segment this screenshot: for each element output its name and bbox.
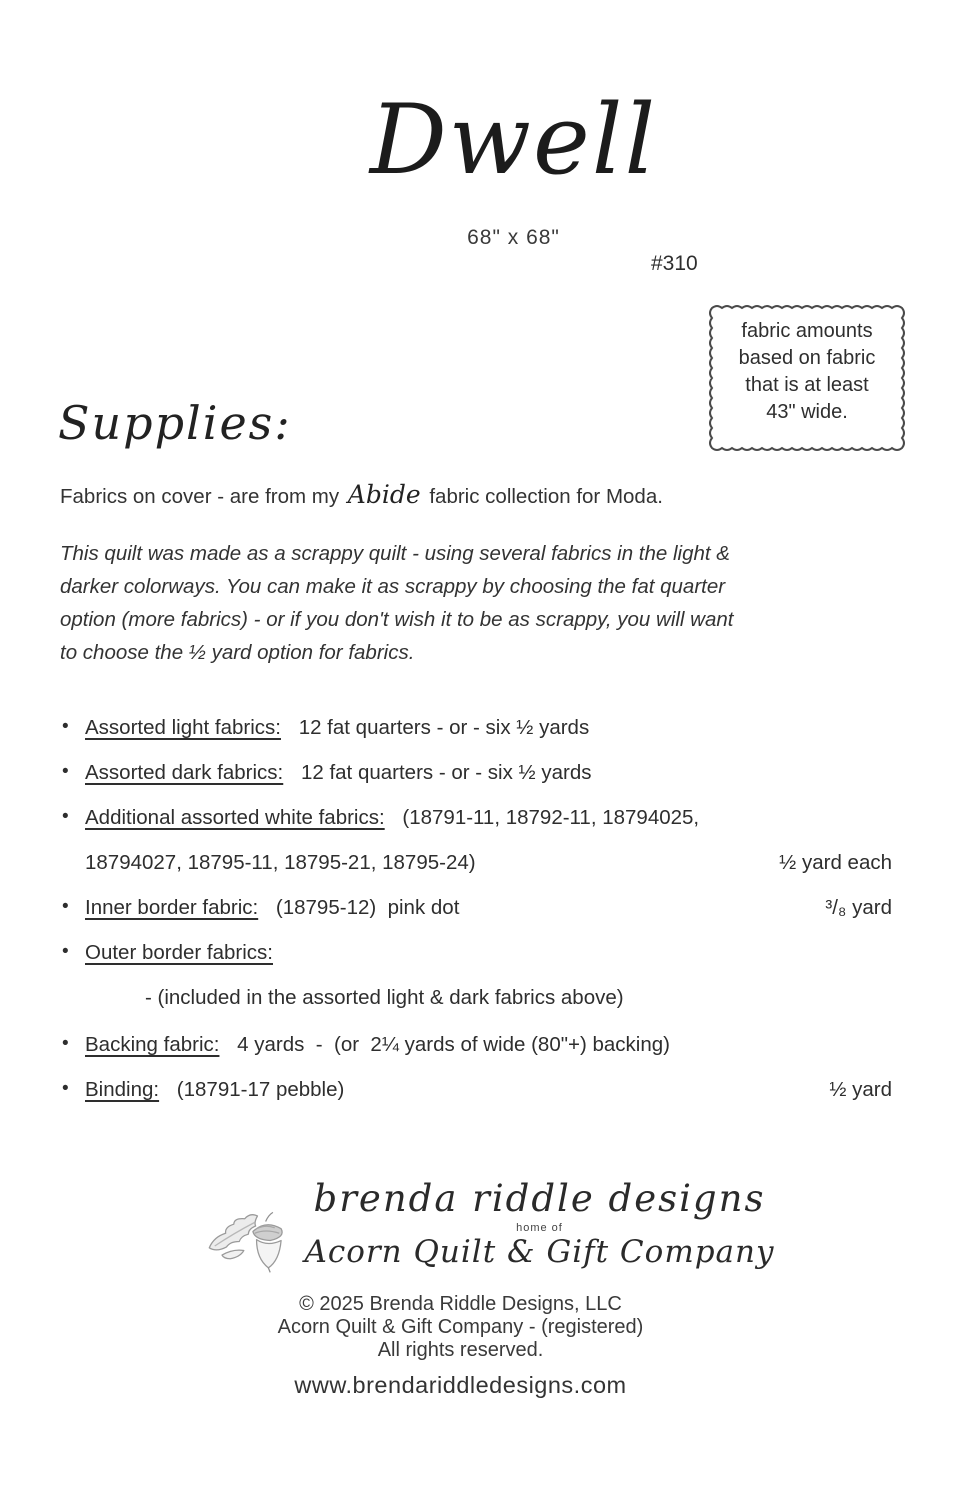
supply-detail-continued bbox=[85, 850, 892, 876]
fabric-note-line: that is at least bbox=[745, 374, 869, 396]
company-name: Acorn Quilt & Gift Company bbox=[304, 1233, 775, 1270]
collection-name: Abide bbox=[347, 480, 421, 509]
supply-detail: (18791-11, 18792-11, 18794025, bbox=[402, 806, 700, 829]
bullet-dot-icon: • bbox=[62, 761, 69, 782]
supplies-heading: Supplies: bbox=[58, 396, 292, 450]
website-url: www.brendariddledesigns.com bbox=[294, 1372, 627, 1398]
fabric-note-line: fabric amounts bbox=[741, 320, 873, 342]
supply-item-binding bbox=[60, 1077, 892, 1103]
intro-line: darker colorways. You can make it as scrappy by choosing the fat quarter bbox=[60, 575, 726, 598]
supplies-list bbox=[60, 715, 892, 1122]
supply-label: Additional assorted white fabrics: bbox=[85, 806, 385, 829]
supply-amount: ³/₈ yard bbox=[825, 896, 892, 919]
supply-label: Assorted light fabrics: bbox=[85, 716, 281, 739]
supply-amount: ½ yard each bbox=[779, 851, 892, 874]
brand-name: brenda riddle designs bbox=[313, 1177, 766, 1220]
intro-line: to choose the ½ yard option for fabrics. bbox=[60, 641, 415, 664]
copyright-line: © 2025 Brenda Riddle Designs, LLC bbox=[299, 1293, 622, 1315]
supply-item-dark-fabrics bbox=[60, 760, 892, 786]
pattern-number: #310 bbox=[651, 252, 698, 275]
copyright-block bbox=[0, 1293, 949, 1362]
supply-label: Inner border fabric: bbox=[85, 896, 259, 919]
supply-label: Backing fabric: bbox=[85, 1033, 220, 1056]
bullet-dot-icon: • bbox=[62, 1078, 69, 1099]
page-title: Dwell bbox=[369, 84, 658, 196]
supply-detail: 12 fat quarters - or - six ½ yards bbox=[298, 716, 590, 739]
bullet-dot-icon: • bbox=[62, 896, 69, 917]
supply-label: Outer border fabrics: bbox=[85, 941, 273, 964]
supply-detail: (18791-17 pebble) bbox=[176, 1078, 345, 1101]
intro-line: This quilt was made as a scrappy quilt - using several fabrics in the light & bbox=[60, 542, 730, 565]
copyright-line: Acorn Quilt & Gift Company - (registered) bbox=[277, 1316, 644, 1338]
fabric-note-box bbox=[706, 301, 908, 455]
supply-item-inner-border bbox=[60, 895, 892, 921]
fabric-note-line: based on fabric bbox=[738, 347, 876, 369]
supply-item-light-fabrics bbox=[60, 715, 892, 741]
supply-detail-line2: 18794027, 18795-11, 18795-21, 18795-24) bbox=[85, 851, 476, 874]
bullet-dot-icon: • bbox=[62, 716, 69, 737]
bullet-dot-icon: • bbox=[62, 1033, 69, 1054]
brand-logo-block bbox=[0, 1178, 977, 1297]
fabric-note-line: 43" wide. bbox=[766, 401, 848, 423]
copyright-line: All rights reserved. bbox=[377, 1339, 544, 1361]
cover-line-suffix: fabric collection for Moda. bbox=[423, 485, 663, 508]
supply-detail: (18795-12) pink dot bbox=[275, 896, 460, 919]
supply-subline: - (included in the assorted light & dark fabrics above) bbox=[145, 986, 624, 1009]
intro-line: option (more fabrics) - or if you don't wish it to be as scrappy, you will want bbox=[60, 608, 734, 631]
quilt-size: 68" x 68" bbox=[467, 226, 560, 249]
supply-label: Binding: bbox=[85, 1078, 160, 1101]
bullet-dot-icon: • bbox=[62, 941, 69, 962]
cover-fabrics-line bbox=[60, 480, 663, 509]
supply-detail: 4 yards - (or 2¼ yards of wide (80"+) backing) bbox=[237, 1033, 670, 1056]
supply-item-backing bbox=[60, 1032, 892, 1058]
acorn-illustration-icon bbox=[202, 1200, 302, 1297]
supply-amount: ½ yard bbox=[829, 1078, 892, 1101]
outer-border-note bbox=[60, 985, 892, 1011]
home-of-label: home of bbox=[516, 1221, 563, 1234]
supply-detail: 12 fat quarters - or - six ½ yards bbox=[300, 761, 592, 784]
supply-label: Assorted dark fabrics: bbox=[85, 761, 284, 784]
cover-line-prefix: Fabrics on cover - are from my bbox=[60, 485, 345, 508]
supply-item-outer-border bbox=[60, 940, 892, 966]
bullet-dot-icon: • bbox=[62, 806, 69, 827]
intro-paragraph bbox=[60, 537, 900, 669]
supply-item-white-fabrics bbox=[60, 805, 892, 876]
